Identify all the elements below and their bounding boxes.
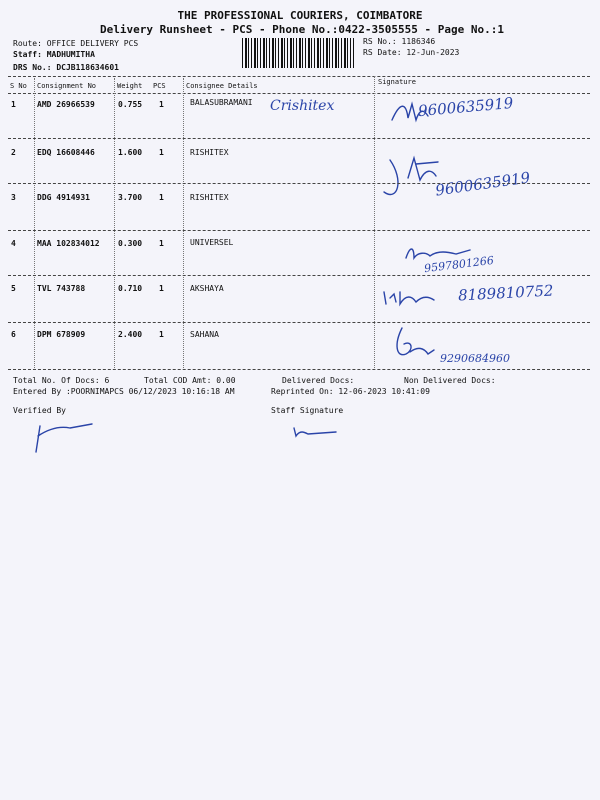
staff: Staff: MADHUMITHA [13,50,95,59]
row-sno: 5 [11,284,16,293]
drs-number: DRS No.: DCJB118634601 [13,63,119,72]
col-consignee: Consignee Details [186,82,258,90]
col-divider [183,78,184,368]
signature-2 [380,140,450,210]
row-consignee: AKSHAYA [190,284,224,293]
row-consignment: TVL 743788 [37,284,86,293]
row-sno: 2 [11,148,16,157]
row-pcs: 1 [159,239,164,248]
row-sno: 6 [11,330,16,339]
handwritten-phone: 9290684960 [440,352,510,365]
row-consignment: DDG 4914931 [37,193,90,202]
row-rule [8,183,590,184]
staff-signature [290,424,338,440]
row-pcs: 1 [159,330,164,339]
rs-number: RS No.: 1186346 [363,37,436,46]
verified-by-label: Verified By [13,406,66,415]
row-pcs: 1 [159,284,164,293]
row-rule [8,230,590,231]
row-pcs: 1 [159,193,164,202]
row-consignee: RISHITEX [190,193,229,202]
row-consignment: EDQ 16608446 [37,148,95,157]
total-docs: Total No. Of Docs: 6 [13,376,110,385]
handwritten-phone: 9600635919 [434,168,532,200]
row-pcs: 1 [159,100,164,109]
handwritten-name: Crishitex [270,98,335,114]
row-weight: 3.700 [118,193,143,202]
row-consignee: UNIVERSEL [190,238,234,247]
company-name: THE PROFESSIONAL COURIERS, COIMBATORE [177,9,423,22]
barcode [242,38,354,68]
row-consignee: SAHANA [190,330,219,339]
row-consignee: RISHITEX [190,148,229,157]
col-divider [374,76,375,368]
row-sno: 3 [11,193,16,202]
row-sno: 1 [11,100,16,109]
row-pcs: 1 [159,148,164,157]
row-sno: 4 [11,239,16,248]
route: Route: OFFICE DELIVERY PCS [13,39,139,48]
entered-by: Entered By :POORNIMAPCS 06/12/2023 10:16:18 AM [13,387,235,396]
row-consignee: BALASUBRAMANI [190,98,253,107]
row-rule [8,275,590,276]
non-delivered-docs: Non Delivered Docs: [404,376,496,385]
col-pcs: PCS [153,82,166,90]
row-weight: 0.710 [118,284,143,293]
verified-signature [30,418,94,454]
delivered-docs: Delivered Docs: [282,376,355,385]
rs-date: RS Date: 12-Jun-2023 [363,48,460,57]
reprinted-on: Reprinted On: 12-06-2023 10:41:09 [271,387,430,396]
row-consignment: AMD 26966539 [37,100,95,109]
col-divider [34,78,35,368]
col-weight: Weight [117,82,143,90]
handwritten-phone: 9597801266 [423,253,495,276]
row-weight: 0.300 [118,239,143,248]
row-rule [8,322,590,323]
staff-signature-label: Staff Signature [271,406,344,415]
col-signature: Signature [378,78,416,86]
signature-5 [382,288,442,308]
table-bottom-rule [8,369,590,370]
row-weight: 2.400 [118,330,143,339]
runsheet-title: Delivery Runsheet - PCS - Phone No.:0422-3505555 - Page No.:1 [100,23,504,36]
row-weight: 0.755 [118,100,143,109]
handwritten-phone: 8189810752 [457,281,554,305]
col-consignment: Consignment No [37,82,97,90]
total-cod: Total COD Amt: 0.00 [144,376,236,385]
handwritten-phone: 9600635919 [417,93,515,121]
table-top-rule [8,76,590,77]
row-weight: 1.600 [118,148,143,157]
row-consignment: MAA 102834012 [37,239,100,248]
row-consignment: DPM 678909 [37,330,86,339]
col-divider [114,78,115,368]
col-sno: S No [10,82,27,90]
row-rule [8,138,590,139]
signature-6 [392,324,436,362]
